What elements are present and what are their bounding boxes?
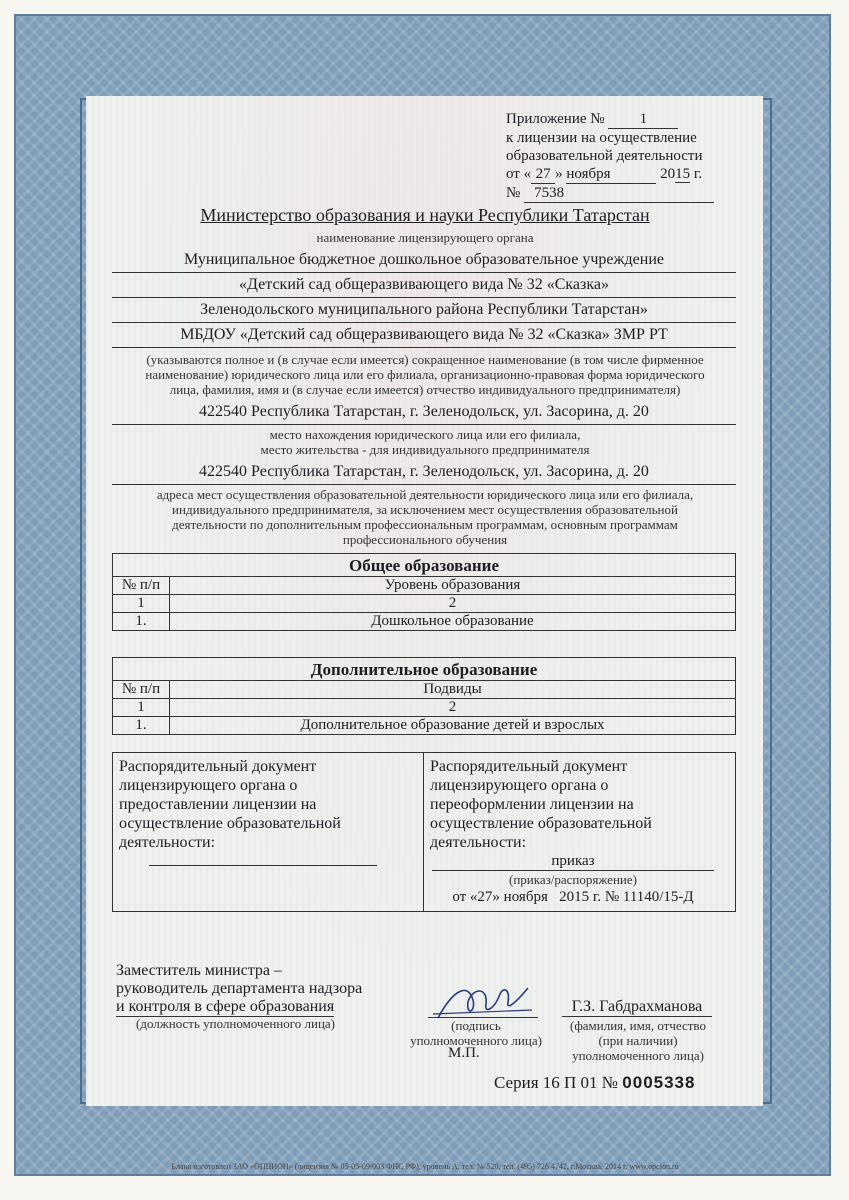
authority-name: Министерство образования и науки Республики Татарстан bbox=[200, 205, 650, 225]
grant-decision-box bbox=[112, 752, 424, 912]
table-cell: Дошкольное образование bbox=[170, 613, 736, 631]
name-caption-3: уполномоченного лица) bbox=[572, 1048, 704, 1063]
annex-line1: к лицензии на осуществление bbox=[506, 130, 697, 146]
date-mid: » bbox=[555, 166, 563, 182]
sign-caption-1: (подпись bbox=[451, 1018, 501, 1033]
doc-type: приказ bbox=[432, 853, 714, 871]
address-value: 422540 Республика Татарстан, г. Зеленодольск, ул. Засорина, д. 20 bbox=[112, 403, 736, 425]
additional-education-title: Дополнительное образование bbox=[113, 658, 736, 681]
sign-caption-2: уполномоченного лица) bbox=[410, 1033, 542, 1048]
general-education-title: Общее образование bbox=[113, 554, 736, 577]
left-box-line5: деятельности: bbox=[119, 834, 216, 851]
signatory-line1: Заместитель министра – bbox=[116, 962, 282, 979]
address-caption bbox=[110, 427, 740, 457]
left-box-line2: лицензирующего органа о bbox=[119, 777, 298, 794]
additional-education-table bbox=[112, 657, 736, 735]
right-box-line2: лицензирующего органа о bbox=[430, 777, 609, 794]
org-caption-2: наименование) юридического лица или его филиала, организационно-правовая форма юридического bbox=[145, 367, 705, 382]
table-header-cell: Уровень образования bbox=[170, 577, 736, 595]
series-num-label: № bbox=[601, 1073, 619, 1092]
series-number: 0005338 bbox=[622, 1073, 696, 1092]
left-box-line4: осуществление образовательной bbox=[119, 815, 341, 832]
table-header-cell: № п/п bbox=[113, 681, 170, 699]
table-header-cell: Подвиды bbox=[170, 681, 736, 699]
signature-caption bbox=[396, 1018, 556, 1048]
print-footer: Бланк изготовлен ЗАО «ОПЦИОН» (лицензия № 05-05-09/003 ФНС РФ), уровень А, тел. № 520, тел. (495) 726 4742, г.Москва, 2014 г. www.opcion.ru bbox=[171, 1162, 679, 1171]
authority-caption: наименование лицензирующего органа bbox=[316, 230, 534, 245]
right-box-line4: осуществление образовательной bbox=[430, 815, 652, 832]
license-number: 7538 bbox=[524, 184, 714, 203]
address-caption-1: место нахождения юридического лица или его филиала, bbox=[269, 427, 581, 442]
table-cell: 1. bbox=[113, 613, 170, 631]
org-caption-3: лица, фамилия, имя и (в случае если имеется) отчество индивидуального предпринимателя) bbox=[169, 382, 681, 397]
table-index-cell: 1 bbox=[113, 699, 170, 717]
doc-type-caption: (приказ/распоряжение) bbox=[509, 872, 637, 887]
doc-date: от «27» ноября 2015 г. № 11140/15-Д bbox=[452, 889, 694, 905]
org-caption bbox=[110, 352, 740, 397]
table-cell: 1. bbox=[113, 717, 170, 735]
annex-header bbox=[506, 110, 726, 203]
num-label: № bbox=[506, 185, 521, 201]
general-education-table bbox=[112, 553, 736, 631]
right-box-line3: переоформлении лицензии на bbox=[430, 796, 634, 813]
table-cell: Дополнительное образование детей и взрослых bbox=[170, 717, 736, 735]
grant-blank-line bbox=[149, 865, 377, 866]
annex-number: 1 bbox=[608, 110, 678, 129]
activity-address-caption bbox=[110, 487, 740, 547]
annex-day: 27 bbox=[531, 165, 555, 184]
address-caption-2: место жительства - для индивидуального предпринимателя bbox=[260, 442, 590, 457]
org-line2: «Детский сад общеразвивающего вида № 32 «Сказка» bbox=[112, 276, 736, 298]
right-box-line1: Распорядительный документ bbox=[430, 758, 628, 775]
position-caption: (должность уполномоченного лица) bbox=[136, 1016, 336, 1031]
signatory-name: Г.З. Габдрахманова bbox=[562, 998, 712, 1017]
org-line3: Зеленодольского муниципального района Республики Татарстан» bbox=[112, 301, 736, 323]
reissue-decision-box bbox=[423, 752, 736, 912]
table-index-cell: 2 bbox=[170, 699, 736, 717]
org-line4: МБДОУ «Детский сад общеразвивающего вида № 32 «Сказка» ЗМР РТ bbox=[112, 326, 736, 348]
annex-month: ноября bbox=[566, 165, 656, 184]
year-prefix: 20 bbox=[660, 166, 676, 182]
activity-caption-4: профессионального обучения bbox=[342, 532, 508, 547]
right-box-line5: деятельности: bbox=[430, 834, 527, 851]
annex-label: Приложение № bbox=[506, 111, 605, 127]
annex-line2: образовательной деятельности bbox=[506, 148, 703, 164]
org-line1: Муниципальное бюджетное дошкольное образовательное учреждение bbox=[112, 251, 736, 273]
table-index-cell: 2 bbox=[170, 595, 736, 613]
name-caption-1: (фамилия, имя, отчество bbox=[570, 1018, 706, 1033]
org-caption-1: (указываются полное и (в случае если имеется) сокращенное наименование (в том числе фирменное bbox=[146, 352, 704, 367]
date-prefix: от « bbox=[506, 166, 532, 182]
name-caption-2: (при наличии) bbox=[598, 1033, 678, 1048]
table-header-cell: № п/п bbox=[113, 577, 170, 595]
activity-address-value: 422540 Республика Татарстан, г. Зеленодольск, ул. Засорина, д. 20 bbox=[112, 463, 736, 485]
year-suffix: 15 bbox=[675, 166, 691, 182]
series-line bbox=[494, 1073, 695, 1093]
year-end: г. bbox=[693, 166, 703, 182]
stamp-place: М.П. bbox=[448, 1045, 480, 1061]
signatory-position bbox=[116, 962, 362, 1017]
series-code: 16 П 01 bbox=[542, 1073, 598, 1092]
left-box-line1: Распорядительный документ bbox=[119, 758, 317, 775]
activity-caption-2: индивидуального предпринимателя, за исключением мест осуществления образовательной bbox=[172, 502, 678, 517]
signatory-line2: руководитель департамента надзора bbox=[116, 980, 363, 997]
activity-caption-3: деятельности по дополнительным профессиональным программам, основным программам bbox=[172, 517, 678, 532]
table-index-cell: 1 bbox=[113, 595, 170, 613]
activity-caption-1: адреса мест осуществления образовательной деятельности юридического лица или его филиала, bbox=[156, 487, 694, 502]
name-caption bbox=[556, 1018, 720, 1063]
signatory-line3: и контроля в сфере образования bbox=[116, 998, 335, 1015]
series-label: Серия bbox=[494, 1073, 539, 1092]
left-box-line3: предоставлении лицензии на bbox=[119, 796, 317, 813]
